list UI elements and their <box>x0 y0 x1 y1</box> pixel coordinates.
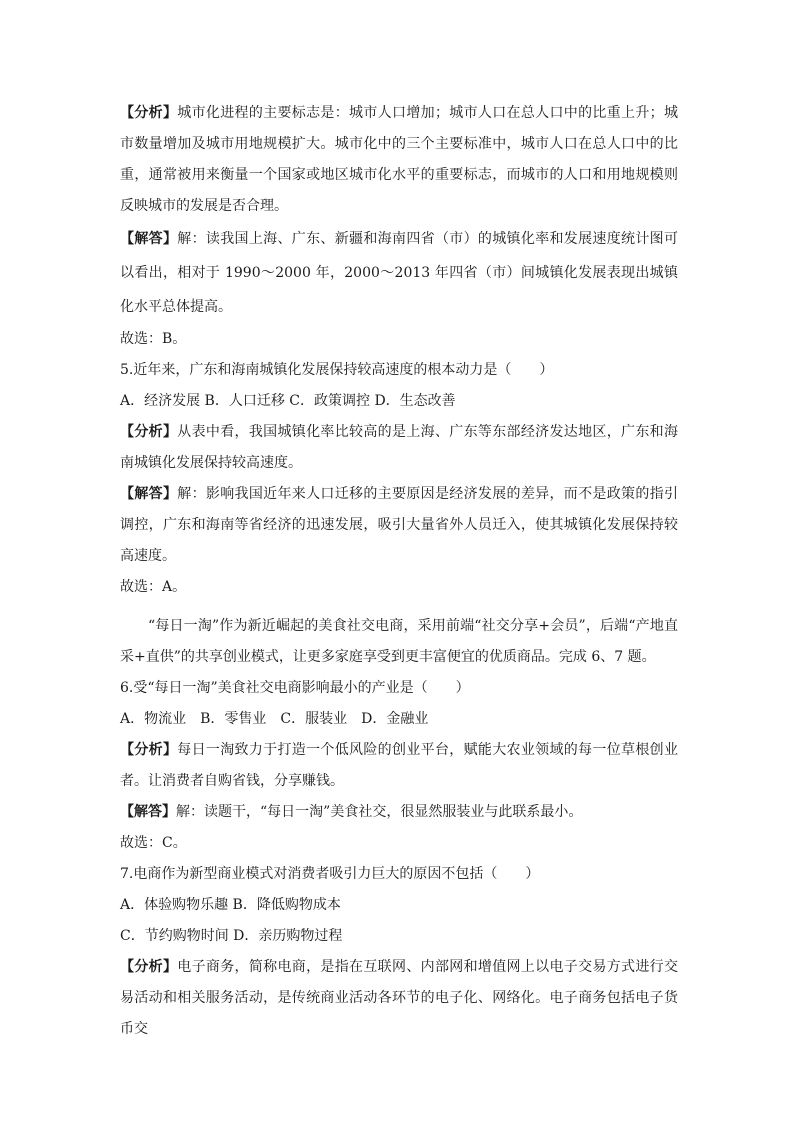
analysis-text: 从表中看，我国城镇化率比较高的是上海、广东等东部经济发达地区，广东和海南城镇化发展保持较高速度。 <box>120 424 679 471</box>
analysis-paragraph-4 <box>120 952 678 1045</box>
question-7-options-line-1: A．体验购物乐趣 B．降低购物成本 <box>120 897 341 913</box>
analysis-tag: 【分析】 <box>120 959 178 975</box>
choice-result-2: 故选：A。 <box>120 579 187 595</box>
answer-paragraph-2 <box>120 479 678 572</box>
analysis-paragraph-2 <box>120 417 678 479</box>
answer-paragraph-1 <box>120 222 678 324</box>
answer-text: 解：读我国上海、广东、新疆和海南四省（市）的城镇化率和发展速度统计图可以看出，相对于 1990～2000 年，2000～2013 年四省（市）间城镇化发展表现出城镇化水平总体提高。 <box>120 231 679 315</box>
analysis-paragraph-1 <box>120 98 678 222</box>
analysis-tag: 【分析】 <box>120 424 178 440</box>
document-body <box>120 98 678 1045</box>
analysis-text: 电子商务，简称电商，是指在互联网、内部网和增值网上以电子交易方式进行交易活动和相关服务活动，是传统商业活动各环节的电子化、网络化。电子商务包括电子货币交 <box>120 959 679 1037</box>
question-5: 5.近年来，广东和海南城镇化发展保持较高速度的根本动力是（ ） <box>120 362 554 378</box>
question-7: 7.电商作为新型商业模式对消费者吸引力巨大的原因不包括（ ） <box>120 866 540 882</box>
analysis-paragraph-3 <box>120 735 678 797</box>
passage-intro: “每日一淘”作为新近崛起的美食社交电商，采用前端“社交分享+会员”，后端“产地直采+直供”的共享创业模式，让更多家庭享受到更丰富便宜的优质商品。完成 6、7 题。 <box>120 618 678 665</box>
answer-text: 解：影响我国近年来人口迁移的主要原因是经济发展的差异，而不是政策的指引调控，广东和海南等省经济的迅速发展，吸引大量省外人员迁入，使其城镇化发展保持较高速度。 <box>120 486 679 564</box>
choice-result-3: 故选：C。 <box>120 835 187 851</box>
question-5-options: A．经济发展 B．人口迁移 C．政策调控 D．生态改善 <box>120 393 456 409</box>
answer-tag: 【解答】 <box>120 231 178 247</box>
analysis-text: 城市化进程的主要标志是：城市人口增加；城市人口在总人口中的比重上升；城市数量增加及城市用地规模扩大。城市化中的三个主要标准中，城市人口在总人口中的比重，通常被用来衡量一个国家或地区城市化水平的重要标志，而城市的人口和用地规模则反映城市的发展是否合理。 <box>120 105 679 214</box>
analysis-tag: 【分析】 <box>120 105 178 121</box>
choice-result-1: 故选：B。 <box>120 331 187 347</box>
question-6: 6.受“每日一淘”美食社交电商影响最小的产业是（ ） <box>120 680 470 696</box>
answer-text: 解：读题干，“每日一淘”美食社交，很显然服装业与此联系最小。 <box>176 804 583 820</box>
answer-paragraph-3 <box>120 797 678 828</box>
analysis-text: 每日一淘致力于打造一个低风险的创业平台，赋能大农业领域的每一位草根创业者。让消费者自购省钱，分享赚钱。 <box>120 742 679 789</box>
question-7-options-line-2: C．节约购物时间 D．亲历购物过程 <box>120 928 343 944</box>
answer-tag: 【解答】 <box>120 486 178 502</box>
analysis-tag: 【分析】 <box>120 742 178 758</box>
question-6-options: A．物流业 B．零售业 C．服装业 D．金融业 <box>120 711 429 727</box>
answer-tag: 【解答】 <box>120 804 176 820</box>
